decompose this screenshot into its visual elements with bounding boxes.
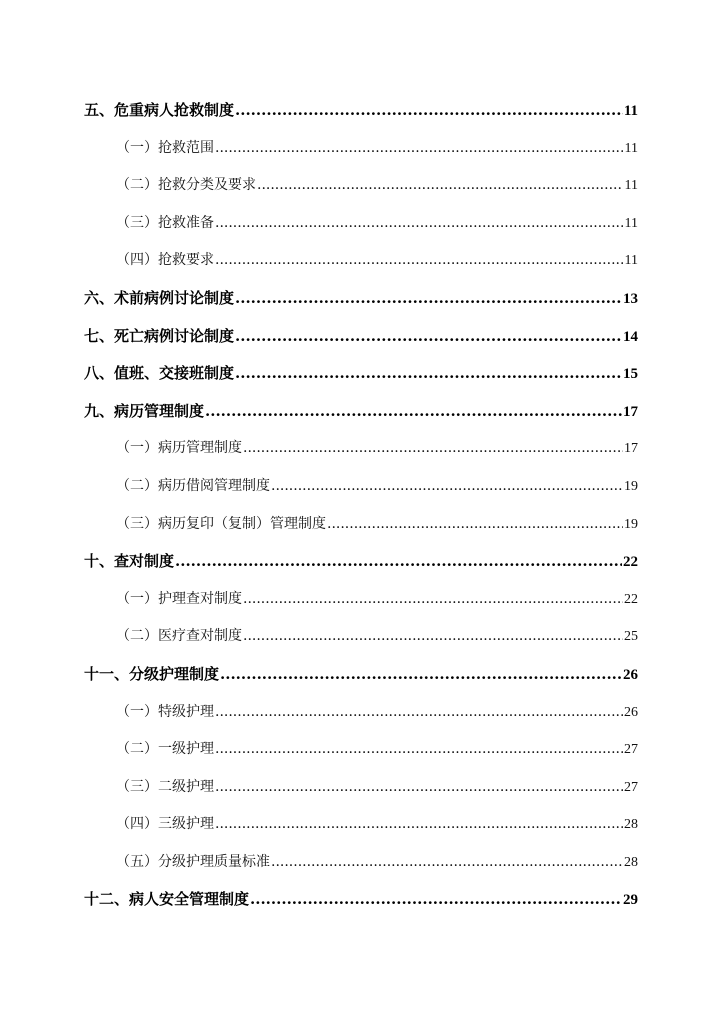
dot-leader [235, 98, 623, 122]
dot-leader [250, 887, 622, 911]
dot-leader [215, 737, 623, 761]
toc-entry-title: （四）抢救要求 [116, 252, 214, 269]
toc-entry-title: （二）抢救分类及要求 [116, 177, 256, 194]
toc-entry-page-number: 27 [624, 742, 638, 758]
dot-leader [243, 624, 623, 648]
toc-entry-section[interactable] [84, 698, 638, 736]
dot-leader [235, 286, 622, 310]
toc-entry-title: （三）抢救准备 [116, 214, 214, 231]
toc-entry-page-number: 15 [623, 366, 638, 383]
toc-entry-page-number: 11 [623, 103, 638, 119]
toc-entry-section[interactable] [84, 622, 638, 660]
dot-leader [220, 662, 622, 686]
toc-entry-page-number: 26 [624, 704, 638, 720]
toc-entry-chapter-5[interactable] [84, 96, 638, 134]
dot-leader [215, 248, 623, 272]
toc-entry-page-number: 17 [623, 403, 638, 420]
toc-entry-section[interactable] [84, 246, 638, 284]
toc-entry-chapter-10[interactable] [84, 547, 638, 585]
dot-leader [327, 512, 623, 536]
toc-entry-page-number: 28 [624, 854, 638, 870]
toc-entry-chapter-9[interactable] [84, 397, 638, 435]
toc-entry-page-number: 14 [623, 328, 638, 345]
toc-entry-chapter-11[interactable] [84, 660, 638, 698]
toc-entry-chapter-6[interactable] [84, 284, 638, 322]
toc-entry-page-number: 19 [624, 478, 638, 494]
dot-leader [243, 436, 623, 460]
dot-leader [271, 474, 623, 498]
toc-entry-title: 五、危重病人抢救制度 [84, 101, 235, 119]
toc-entry-page-number: 11 [624, 178, 638, 194]
toc-entry-chapter-7[interactable] [84, 322, 638, 360]
toc-entry-title: （四）三级护理 [116, 816, 214, 833]
toc-entry-title: （一）抢救范围 [116, 139, 214, 156]
toc-entry-page-number: 22 [623, 554, 638, 571]
toc-entry-section[interactable] [84, 848, 638, 886]
toc-entry-title: 十一、分级护理制度 [84, 664, 220, 683]
dot-leader [215, 700, 623, 724]
toc-entry-title: （三）二级护理 [116, 778, 214, 795]
toc-entry-section[interactable] [84, 585, 638, 623]
table-of-contents [84, 96, 638, 923]
toc-entry-page-number: 17 [624, 441, 638, 457]
toc-entry-title: 六、术前病例讨论制度 [84, 288, 235, 307]
dot-leader [235, 324, 622, 348]
dot-leader [271, 850, 623, 874]
toc-entry-page-number: 28 [624, 817, 638, 833]
toc-entry-page-number: 13 [623, 290, 638, 307]
toc-entry-page-number: 26 [623, 666, 638, 683]
toc-entry-title: （二）一级护理 [116, 741, 214, 758]
toc-entry-page-number: 19 [624, 516, 638, 532]
toc-entry-page-number: 11 [624, 253, 638, 269]
dot-leader [257, 173, 623, 197]
toc-entry-page-number: 22 [624, 591, 638, 607]
dot-leader [235, 361, 622, 385]
dot-leader [205, 399, 622, 423]
toc-entry-chapter-12[interactable] [84, 885, 638, 923]
toc-entry-title: （二）医疗查对制度 [116, 628, 242, 645]
toc-entry-section[interactable] [84, 510, 638, 548]
toc-entry-title: （五）分级护理质量标准 [116, 853, 270, 870]
toc-entry-section[interactable] [84, 209, 638, 247]
toc-entry-page-number: 11 [624, 140, 638, 156]
toc-entry-section[interactable] [84, 472, 638, 510]
toc-entry-section[interactable] [84, 810, 638, 848]
toc-entry-section[interactable] [84, 171, 638, 209]
toc-entry-title: 七、死亡病例讨论制度 [84, 326, 235, 345]
toc-entry-section[interactable] [84, 773, 638, 811]
toc-entry-title: （一）护理查对制度 [116, 590, 242, 607]
toc-entry-section[interactable] [84, 134, 638, 172]
toc-entry-title: （二）病历借阅管理制度 [116, 477, 270, 494]
toc-entry-title: （一）病历管理制度 [116, 440, 242, 457]
toc-entry-page-number: 25 [624, 629, 638, 645]
toc-entry-page-number: 29 [623, 892, 638, 909]
toc-entry-title: （三）病历复印（复制）管理制度 [116, 515, 326, 532]
toc-entry-section[interactable] [84, 735, 638, 773]
toc-entry-section[interactable] [84, 434, 638, 472]
toc-entry-chapter-8[interactable] [84, 359, 638, 397]
dot-leader [215, 812, 623, 836]
dot-leader [215, 211, 623, 235]
dot-leader [175, 549, 622, 573]
dot-leader [215, 775, 623, 799]
dot-leader [243, 587, 623, 611]
toc-entry-page-number: 27 [624, 779, 638, 795]
toc-entry-page-number: 11 [624, 215, 638, 231]
toc-entry-title: （一）特级护理 [116, 703, 214, 720]
toc-entry-title: 十二、病人安全管理制度 [84, 890, 250, 909]
toc-entry-title: 十、查对制度 [84, 552, 175, 571]
dot-leader [215, 136, 623, 160]
toc-entry-title: 八、值班、交接班制度 [84, 364, 235, 383]
toc-entry-title: 九、病历管理制度 [84, 401, 205, 420]
